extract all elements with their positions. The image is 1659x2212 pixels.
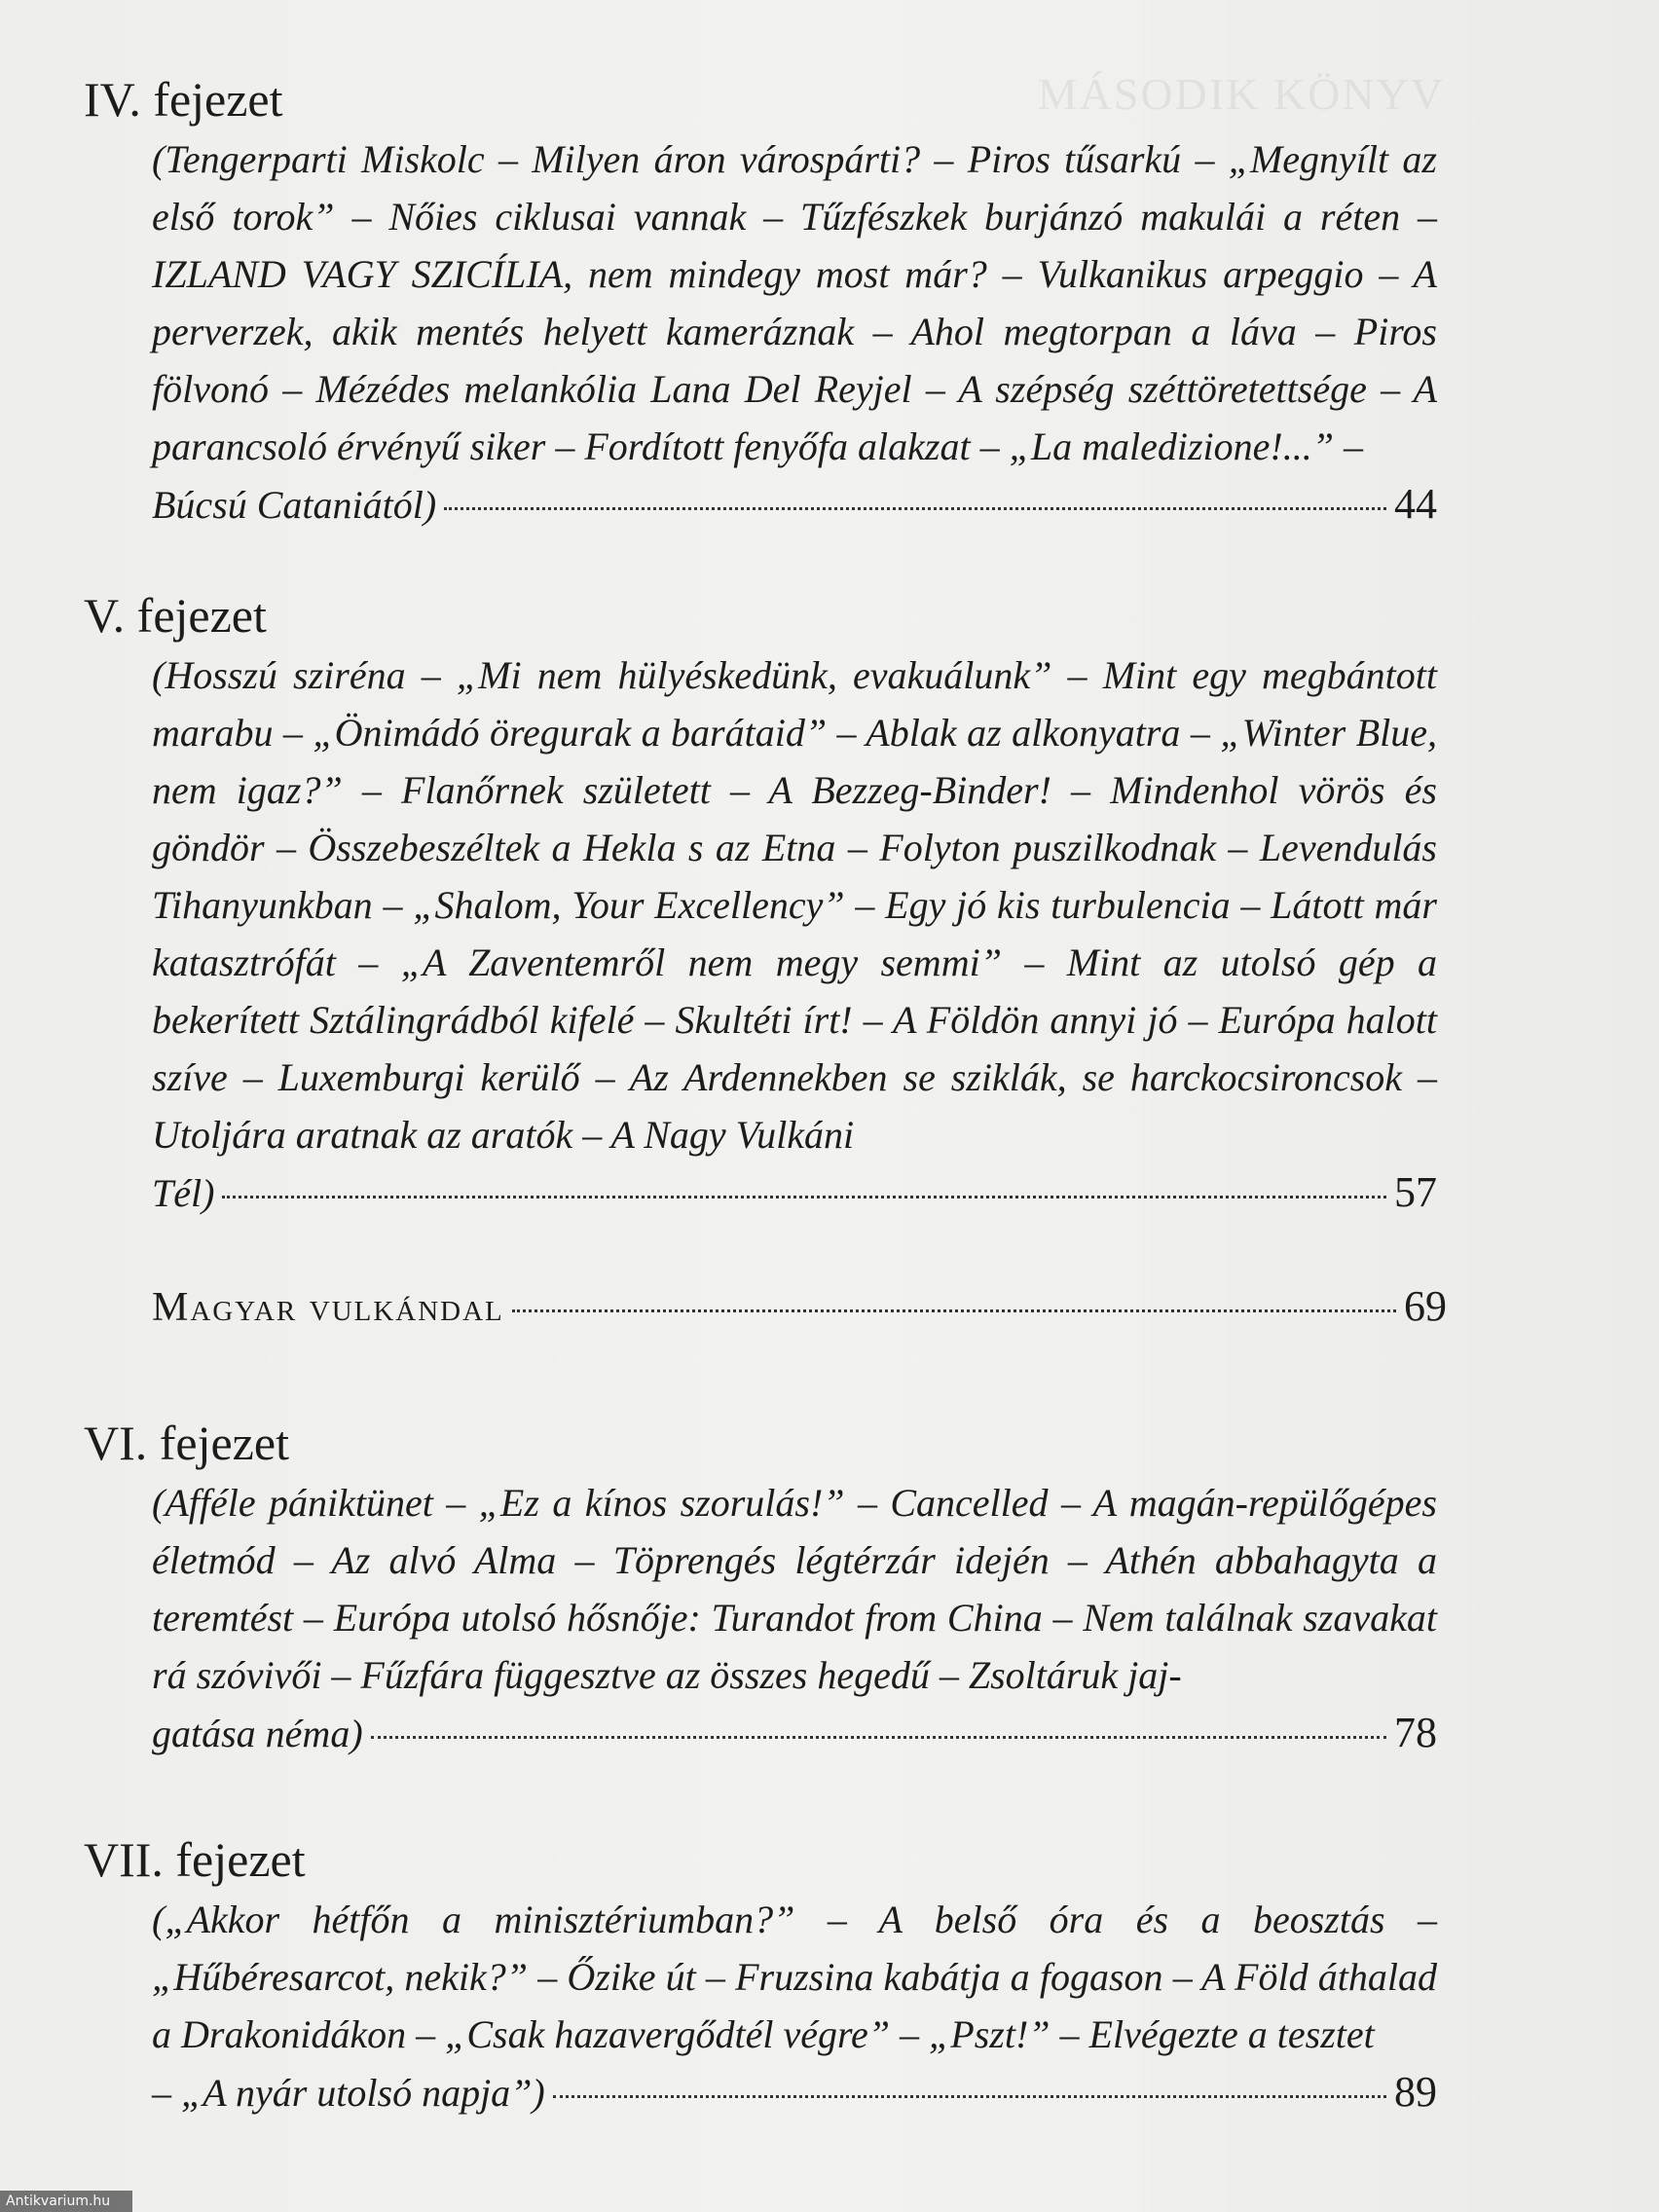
page-number: 69 <box>1404 1282 1447 1330</box>
chapter-vii <box>84 1828 1447 2121</box>
chapter-summary-text: (Tengerparti Miskolc – Milyen áron várospárti? – Piros tűsarkú – „Megnyílt az első torok” – Nőies ciklusai vannak – Tűzfészkek burjánzó makulái a réten – IZLAND VAGY SZICÍLIA, nem mindegy most már? – Vulkanikus arpeggio – A perverzek, akik mentés helyett kameráznak – Ahol megtorpan a láva – Piros fölvonó – Mézédes melankólia Lana Del Reyjel – A szépség széttöretettsége – A parancsoló érvényű siker – Fordított fenyőfa alakzat – „La maledizione!...” – <box>152 137 1437 468</box>
dot-leader <box>371 1736 1386 1739</box>
watermark: Antikvarium.hu <box>0 2191 132 2212</box>
chapter-v <box>84 584 1447 1222</box>
page-number: 57 <box>1394 1168 1437 1216</box>
chapter-summary <box>152 130 1437 534</box>
chapter-iv <box>84 68 1447 534</box>
chapter-vi <box>84 1412 1447 1762</box>
chapter-title: VII. fejezet <box>84 1832 306 1887</box>
dot-leader <box>512 1309 1396 1312</box>
toc-section-magyar-vulkandal <box>152 1281 1447 1331</box>
chapter-summary-end: Búcsú Cataniától) <box>152 483 437 527</box>
chapter-title: IV. fejezet <box>84 72 283 127</box>
toc-leader-line <box>152 1163 1437 1222</box>
toc-leader-line <box>152 2063 1437 2121</box>
page-number: 44 <box>1394 480 1437 528</box>
chapter-summary-text: („Akkor hétfőn a minisztériumban?” – A belső óra és a beosztás – „Hűbéresarcot, nekik?” – Őzike út – Fruzsina kabátja a fogason – A Föld áthalad a Drakonidákon – „Csak hazavergődtél végre” – „Pszt!” – Elvégezte a tesztet <box>152 1898 1437 2056</box>
toc-leader-line <box>152 475 1437 534</box>
chapter-summary-text: (Hosszú sziréna – „Mi nem hülyéskedünk, evakuálunk” – Mint egy megbántott marabu – „Önimádó öregurak a barátaid” – Ablak az alkonyatra – „Winter Blue, nem igaz?” – Flanőrnek született – A Bezzeg-Binder! – Mindenhol vörös és göndör – Összebeszéltek a Hekla s az Etna – Folyton puszilkodnak – Levendulás Tihanyunkban – „Shalom, Your Excellency” – Egy jó kis turbulencia – Látott már katasztrófát – „A Zaventemről nem megy semmi” – Mint az utolsó gép a bekerített Sztálingrádból kifelé – Skultéti írt! – A Földön annyi jó – Európa halott szíve – Luxemburgi kerülő – Az Ardennekben se sziklák, se harckocsironcsok – Utoljára aratnak az aratók – A Nagy Vulkáni <box>152 653 1437 1157</box>
chapter-summary <box>152 1474 1437 1762</box>
dot-leader <box>553 2095 1386 2098</box>
chapter-summary <box>152 1891 1437 2121</box>
page-number: 89 <box>1394 2068 1437 2116</box>
dot-leader <box>444 507 1386 510</box>
page-number: 78 <box>1394 1709 1437 1756</box>
dot-leader <box>222 1196 1386 1198</box>
toc-leader-line <box>152 1704 1437 1762</box>
chapter-title: VI. fejezet <box>84 1416 289 1470</box>
chapter-summary-end: Tél) <box>152 1171 215 1215</box>
show-through-header: MÁSODIK KÖNYV <box>1037 69 1445 119</box>
chapter-summary-end: gatása néma) <box>152 1712 363 1755</box>
section-title: Magyar vulkándal <box>152 1285 504 1330</box>
chapter-summary <box>152 646 1437 1222</box>
chapter-summary-end: – „A nyár utolsó napja”) <box>152 2071 545 2115</box>
chapter-title: V. fejezet <box>84 588 267 643</box>
chapter-summary-text: (Afféle pániktünet – „Ez a kínos szorulás!” – Cancelled – A magán-repülőgépes életmód – Az alvó Alma – Töprengés légtérzár idején – Athén abbahagyta a teremtést – Európa utolsó hősnője: Turandot from China – Nem találnak szavakat rá szóvivői – Fűzfára függesztve az összes hegedű – Zsoltáruk jaj- <box>152 1481 1437 1697</box>
